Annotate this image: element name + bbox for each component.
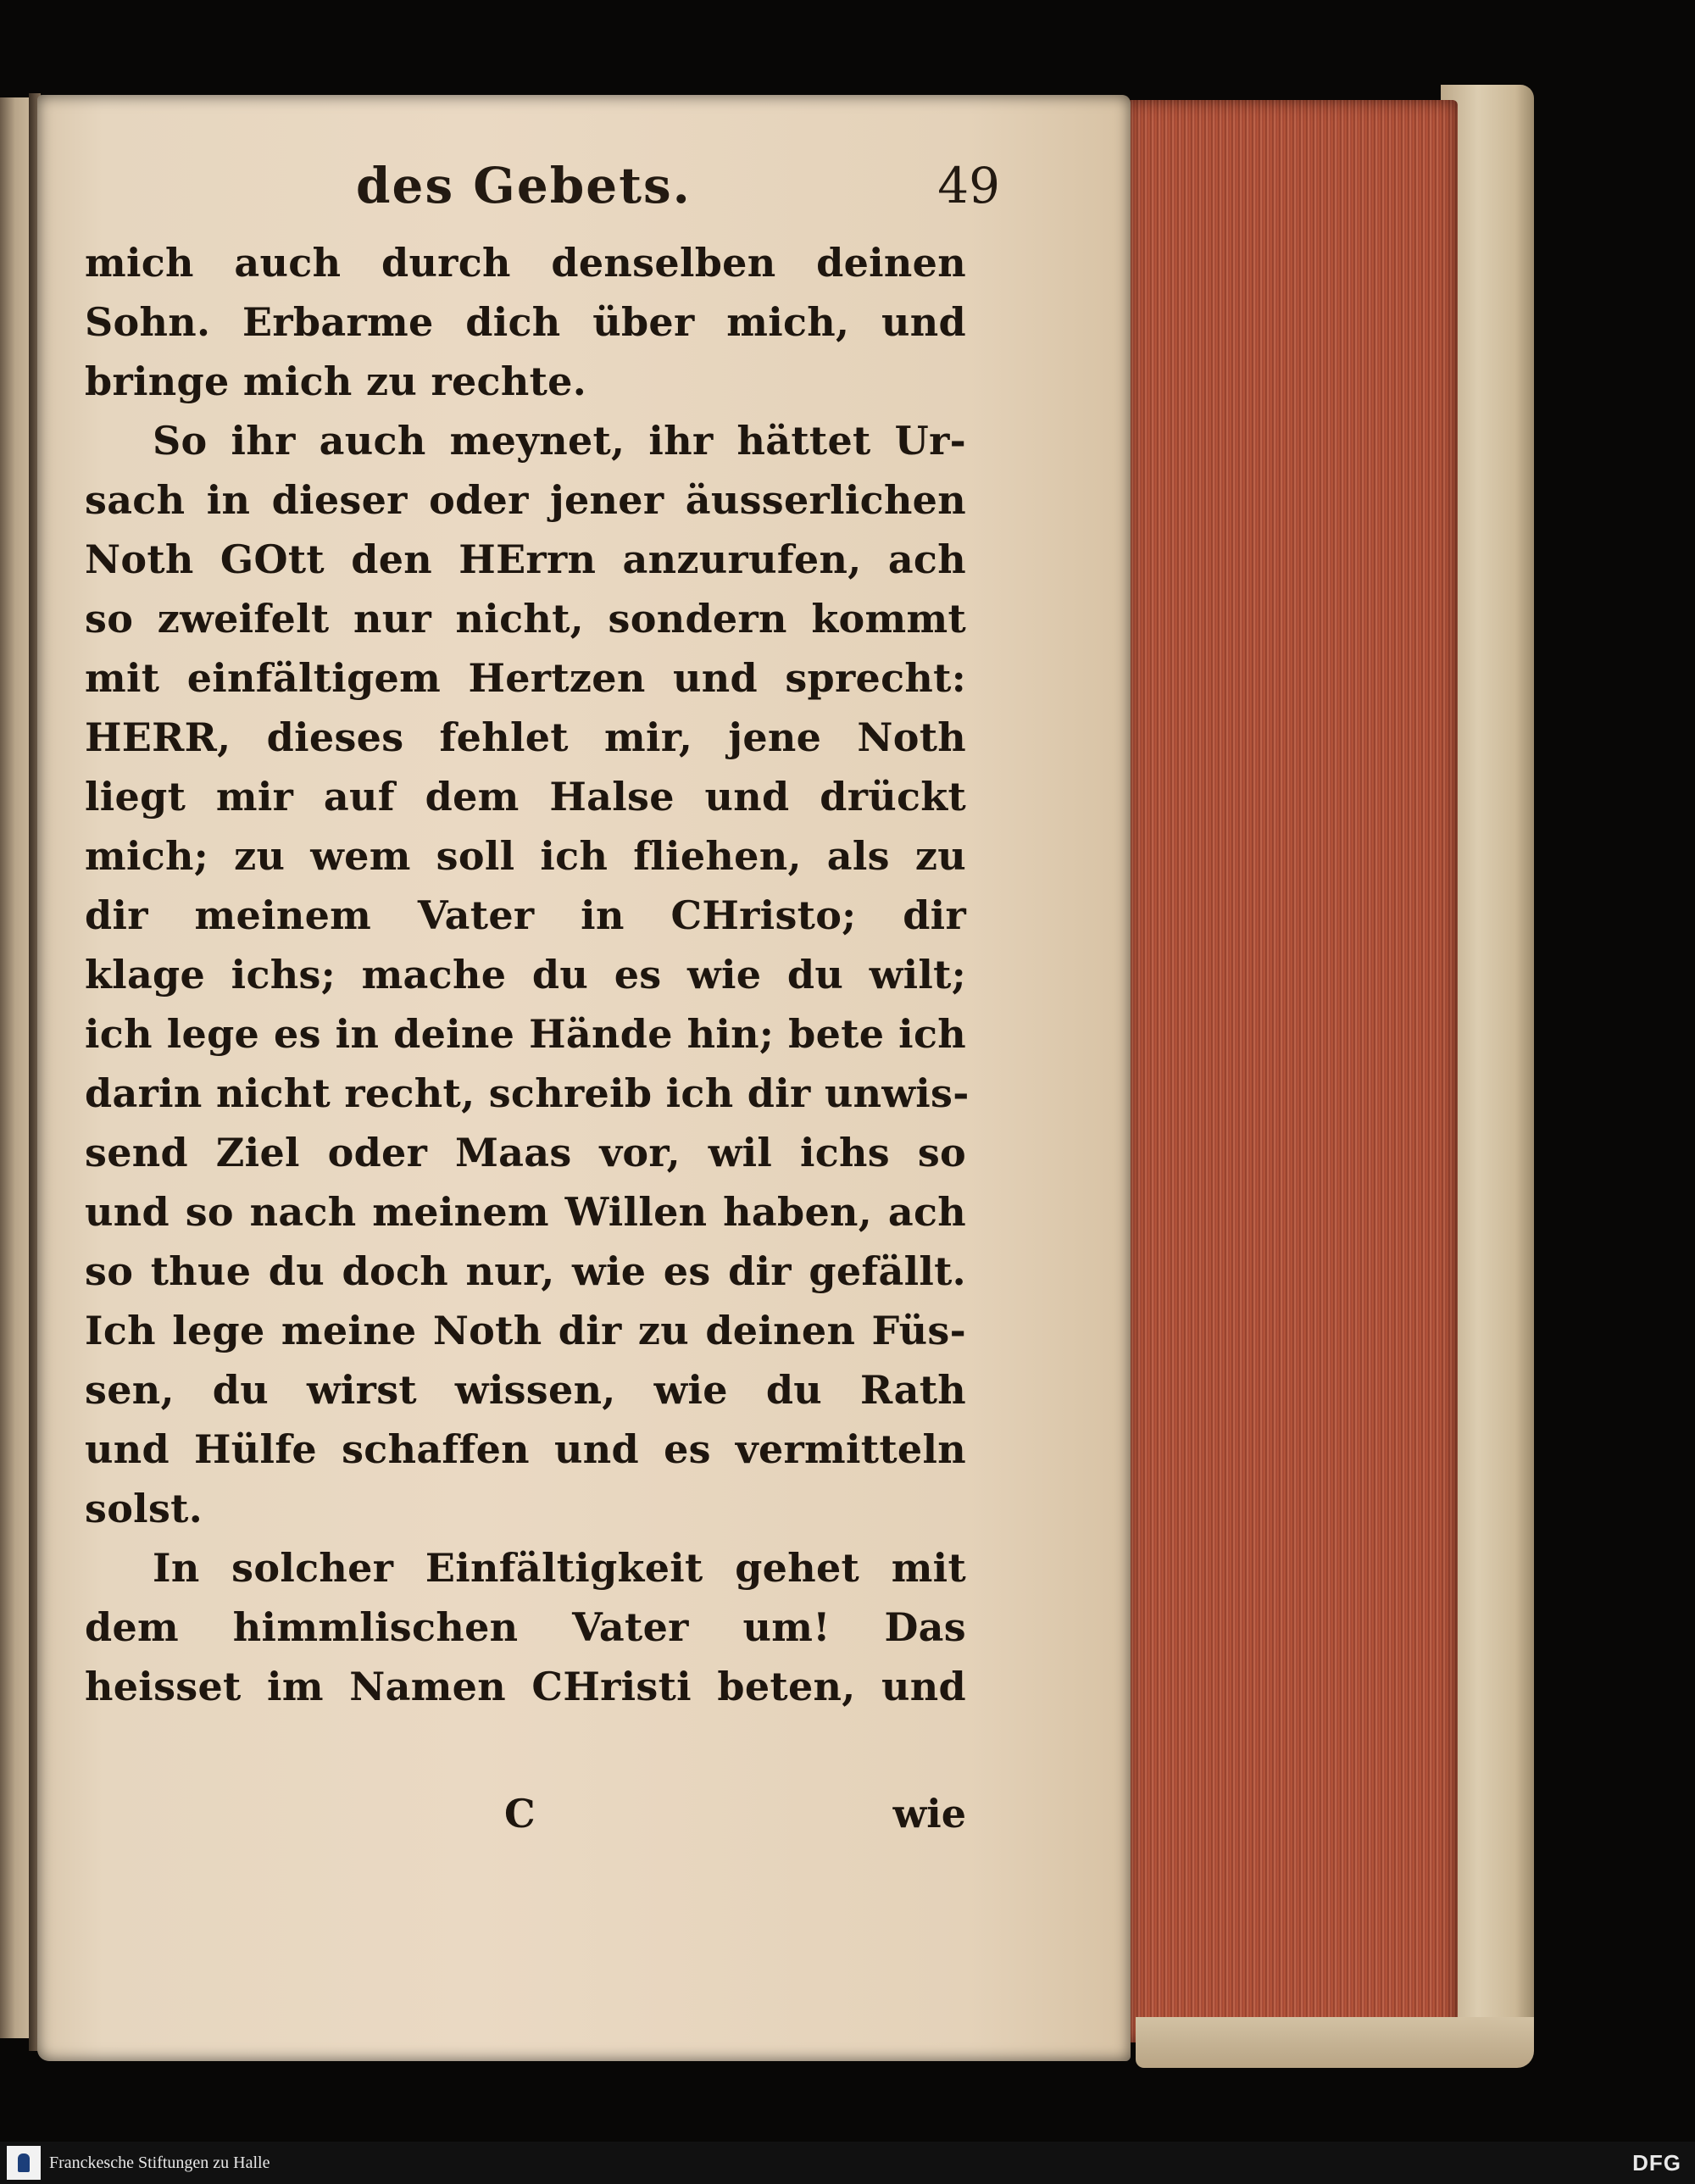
text-line: sen, du wirst wissen, wie du Rath <box>85 1367 966 1413</box>
text-line: solst. <box>85 1486 203 1531</box>
dfg-logo: DFG <box>1632 2150 1681 2176</box>
text-line: In solcher Einfältigkeit gehet mit <box>153 1545 966 1591</box>
text-line: dir meinem Vater in CHristo; dir <box>85 892 966 938</box>
text-line: klage ichs; mache du es wie du wilt; <box>85 952 966 998</box>
text-line: Sohn. Erbarme dich über mich, und <box>85 299 966 345</box>
catchword: wie <box>892 1791 966 1837</box>
text-line: send Ziel oder Maas vor, wil ichs so <box>85 1130 966 1175</box>
text-line: HERR, dieses fehlet mir, jene Noth <box>85 714 966 760</box>
running-head: des Gebets. <box>356 157 692 214</box>
institution-name: Franckesche Stiftungen zu Halle <box>49 2153 270 2172</box>
text-line: und so nach meinem Willen haben, ach <box>85 1189 966 1235</box>
text-line: und Hülfe schaffen und es vermitteln <box>85 1426 966 1472</box>
page-text <box>85 233 970 1716</box>
text-line: liegt mir auf dem Halse und drückt <box>85 774 966 820</box>
cover-bottom <box>1136 2017 1534 2068</box>
page-header <box>76 157 1000 242</box>
text-line: Noth GOtt den HErrn anzurufen, ach <box>85 536 966 582</box>
text-line: heisset im Namen CHristi beten, und <box>85 1664 966 1709</box>
text-line: ich lege es in deine Hände hin; bete ich <box>85 1011 966 1057</box>
text-line: dem himmlischen Vater um! Das <box>85 1604 966 1650</box>
text-line: so thue du doch nur, wie es dir gefällt. <box>85 1248 966 1294</box>
text-line: sach in dieser oder jener äusserlichen <box>85 477 966 523</box>
text-line: darin nicht recht, schreib ich dir unwis- <box>85 1070 970 1116</box>
page-block-edge <box>1127 100 1458 2042</box>
page-footer <box>76 1784 966 1843</box>
text-line: bringe mich zu rechte. <box>85 358 587 404</box>
text-line: so zweifelt nur nicht, sondern kommt <box>85 596 966 642</box>
text-line: mit einfältigem Hertzen und sprecht: <box>85 655 966 701</box>
institution-logo-icon <box>7 2146 41 2180</box>
signature-mark: C <box>504 1791 536 1837</box>
footer-bar <box>0 2142 1695 2184</box>
text-line: mich; zu wem soll ich fliehen, als zu <box>85 833 966 879</box>
text-line: mich auch durch denselben deinen <box>85 240 966 286</box>
page-number: 49 <box>937 157 1000 214</box>
text-line: So ihr auch meynet, ihr hättet Ur- <box>153 418 966 464</box>
text-line: Ich lege meine Noth dir zu deinen Füs- <box>85 1308 966 1353</box>
